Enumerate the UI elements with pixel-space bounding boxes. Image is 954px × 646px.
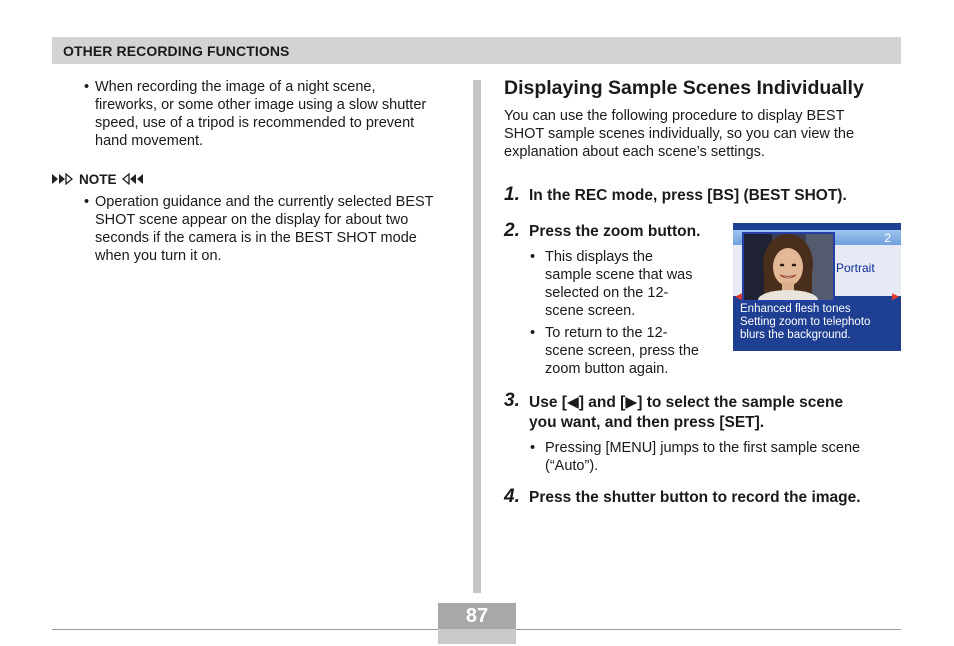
step-number: 4.: [504, 486, 520, 507]
scroll-right-icon: ▶: [892, 291, 899, 301]
bullet-dot: •: [530, 325, 536, 341]
text-line: Setting zoom to telephoto: [740, 316, 871, 328]
bullet-dot: •: [84, 194, 90, 210]
text-line: selected on the 12-: [545, 285, 669, 301]
bullet-dot: •: [84, 79, 90, 95]
scroll-left-icon: ◀: [735, 291, 742, 301]
bullet-dot: •: [530, 249, 536, 265]
text-line: Enhanced flesh tones: [740, 303, 851, 315]
text-line: you want, and then press [SET].: [529, 414, 765, 431]
text-line: (“Auto”).: [545, 458, 599, 474]
text-line: SHOT scene appear on the display for about two: [95, 212, 409, 228]
section-header-bar: [52, 37, 901, 64]
note-heading: [52, 170, 144, 188]
step-instruction: [529, 186, 847, 206]
step-number: 3.: [504, 390, 520, 411]
step-number: 1.: [504, 184, 520, 205]
text-line: scene screen, press the: [545, 343, 699, 359]
text-line: sample scene that was: [545, 267, 693, 283]
scene-description: [740, 303, 870, 342]
step-instruction: [529, 393, 843, 433]
text-line: Operation guidance and the currently selected BEST: [95, 194, 434, 210]
text-line: speed, use of a tripod is recommended to prevent: [95, 115, 415, 131]
note-label: NOTE: [79, 171, 117, 187]
text-line: blurs the background.: [740, 329, 851, 341]
step-instruction: [529, 488, 861, 508]
text-line: hand movement.: [95, 133, 204, 149]
text-line: seconds if the camera is in the BEST SHOT mode: [95, 230, 417, 246]
note-arrows-right-icon: [122, 173, 144, 185]
text-line: In the REC mode, press [BS] (BEST SHOT).: [529, 187, 847, 204]
text-line: when you turn it on.: [95, 248, 222, 264]
page-number-box: [438, 603, 516, 644]
scene-name: Portrait: [836, 261, 875, 275]
page-number: 87: [465, 604, 489, 627]
text-line: Use [◀] and [▶] to select the sample scene: [529, 394, 844, 411]
text-line: zoom button again.: [545, 361, 669, 377]
camera-screen-illustration: [733, 223, 901, 351]
step-number: 2.: [504, 220, 520, 241]
text-line: To return to the 12-: [545, 325, 668, 341]
text-line: fireworks, or some other image using a slow shutter: [95, 97, 427, 113]
section-header-title: OTHER RECORDING FUNCTIONS: [63, 43, 290, 59]
text-line: SHOT sample scenes individually, so you can view the: [504, 126, 855, 142]
text-line: Press the zoom button.: [529, 223, 701, 240]
scene-number: 2: [884, 231, 891, 245]
text-line: This displays the: [545, 249, 653, 265]
step-instruction: [529, 222, 700, 242]
page-number-band: [438, 629, 516, 644]
text-line: When recording the image of a night scene,: [95, 79, 376, 95]
portrait-sample-image: [742, 232, 835, 302]
note-arrows-left-icon: [52, 173, 74, 185]
text-line: explanation about each scene’s settings.: [504, 144, 765, 160]
bullet-dot: •: [530, 440, 536, 456]
text-line: You can use the following procedure to display BEST: [504, 108, 845, 124]
text-line: Pressing [MENU] jumps to the first sample scene: [545, 440, 861, 456]
column-divider: [473, 80, 481, 593]
text-line: scene screen.: [545, 303, 636, 319]
text-line: Press the shutter button to record the image.: [529, 489, 861, 506]
intro-paragraph: [504, 107, 894, 161]
page-title: Displaying Sample Scenes Individually: [504, 77, 864, 99]
